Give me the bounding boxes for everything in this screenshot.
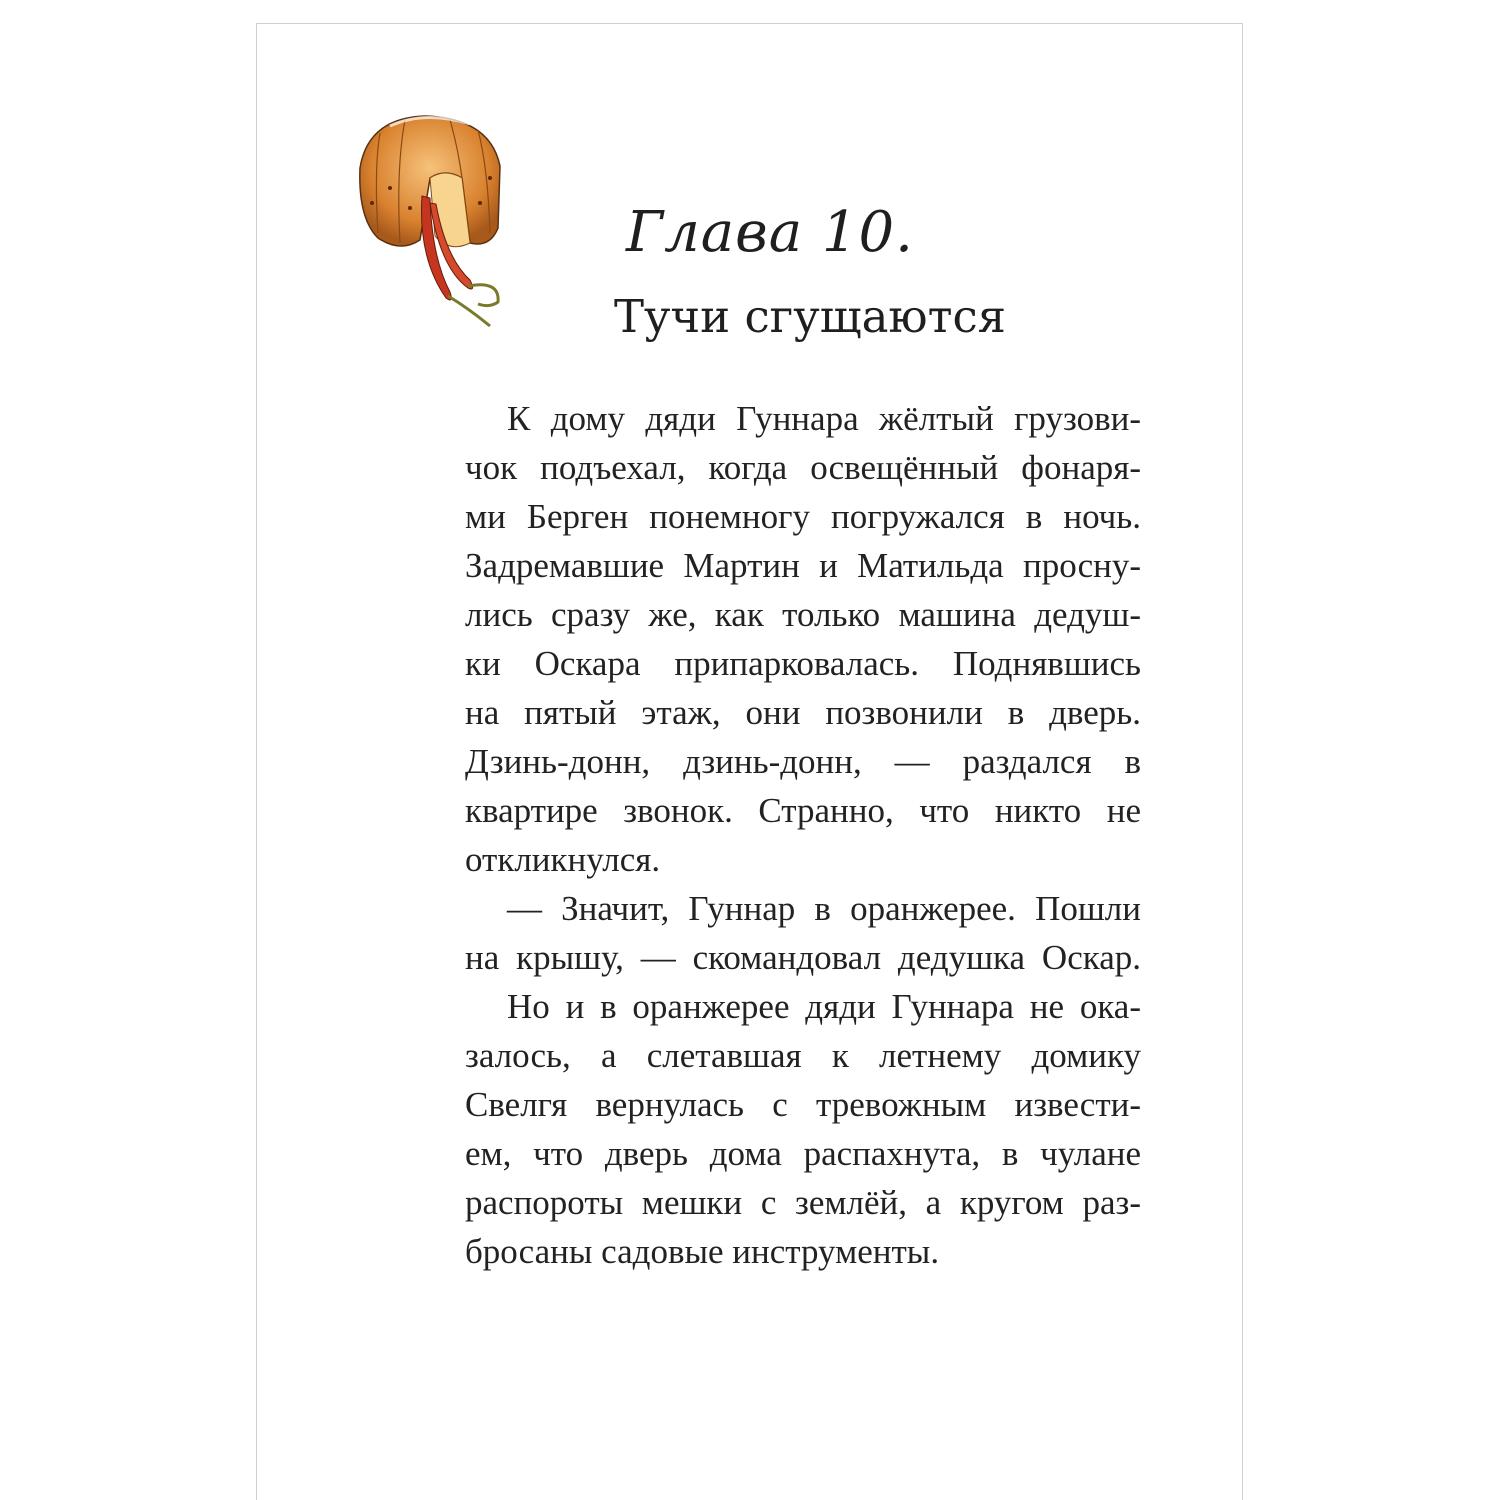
text-line: Дзинь-донн, дзинь-донн, — раздался в (465, 742, 1141, 781)
text-line: лись сразу же, как только машина дедуш- (465, 595, 1141, 634)
text-line: чок подъехал, когда освещённый фонаря- (465, 448, 1141, 487)
text-line: ми Берген понемногу погружался в ночь. (465, 497, 1141, 536)
text-line: на крышу, — скомандовал дедушка Оскар. (465, 938, 1141, 977)
text-line: распороты мешки с землёй, а кругом раз- (465, 1183, 1141, 1222)
text-line: — Значит, Гуннар в оранжерее. Пошли (507, 889, 1141, 928)
text-line: ки Оскара припарковалась. Поднявшись (465, 644, 1141, 683)
text-line: Свелгя вернулась с тревожным извести- (465, 1085, 1141, 1124)
chapter-text (465, 394, 1141, 1276)
text-line: Задремавшие Мартин и Матильда просну- (465, 546, 1141, 585)
text-line: квартире звонок. Странно, что никто не (465, 791, 1141, 830)
text-line: бросаны садовые инструменты. (465, 1232, 940, 1271)
text-line: залось, а слетавшая к летнему домику (465, 1036, 1141, 1075)
chapter-title: Тучи сгущаются (613, 290, 1007, 343)
text-line: на пятый этаж, они позвонили в дверь. (465, 693, 1141, 732)
text-line: ем, что дверь дома распахнута, в чулане (465, 1134, 1141, 1173)
text-line: К дому дяди Гуннара жёлтый грузови- (507, 399, 1141, 438)
text-line: откликнулся. (465, 840, 661, 879)
chapter-number: Глава 10. (626, 200, 914, 265)
text-line: Но и в оранжерее дяди Гуннара не ока- (507, 987, 1141, 1026)
